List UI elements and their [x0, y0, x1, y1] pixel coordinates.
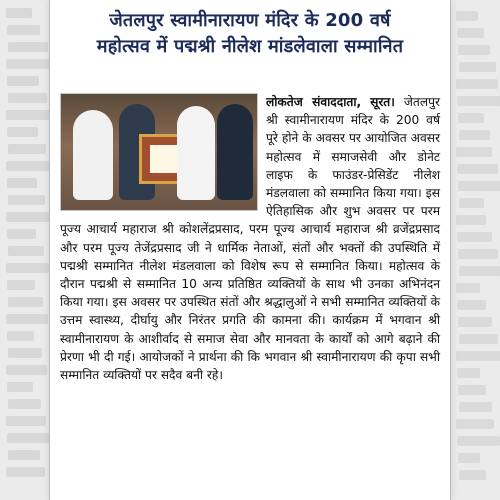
blurred-text-line — [6, 161, 51, 171]
blurred-text-line — [456, 283, 480, 293]
blurred-text-line — [457, 300, 486, 310]
blurred-text-line — [7, 280, 35, 290]
background-left-strip — [0, 0, 52, 500]
blurred-text-line — [8, 297, 43, 307]
blurred-text-line — [458, 45, 490, 55]
blurred-text-line — [458, 385, 486, 395]
blurred-text-line — [7, 382, 33, 392]
blurred-text-line — [8, 93, 47, 103]
blurred-text-line — [7, 331, 34, 341]
blurred-text-line — [6, 314, 48, 324]
headline-line-2: महोत्सव में पद्मश्री नीलेश मांडलेवाला सम्मानित — [96, 36, 404, 57]
blurred-text-line — [456, 79, 498, 89]
blurred-text-line — [459, 402, 492, 412]
headline-line-1: जेतलपुर स्वामीनारायण मंदिर के 200 वर्ष — [109, 10, 391, 31]
blurred-text-line — [458, 453, 480, 463]
blurred-text-line — [7, 229, 36, 239]
blurred-text-line — [6, 59, 52, 69]
article-content — [60, 93, 440, 490]
blurred-text-line — [7, 178, 37, 188]
blurred-text-line — [8, 246, 44, 256]
photo-spacer — [60, 93, 266, 213]
blurred-text-line — [7, 433, 52, 443]
news-clipping — [50, 0, 450, 500]
blurred-text-line — [456, 147, 492, 157]
blurred-text-line — [458, 181, 500, 191]
blurred-text-line — [458, 249, 498, 259]
blurred-text-line — [6, 416, 46, 426]
dateline: सूरत। — [370, 95, 395, 109]
blurred-text-line — [8, 42, 48, 52]
blurred-text-line — [458, 113, 484, 123]
article-text — [60, 93, 440, 490]
blurred-text-line — [458, 317, 492, 327]
blurred-text-line — [456, 11, 478, 21]
blurred-text-line — [6, 467, 45, 477]
blurred-text-line — [7, 76, 39, 86]
blurred-text-line — [456, 419, 494, 429]
blurred-text-line — [6, 110, 52, 120]
byline: लोकतेज संवाददाता, — [266, 95, 362, 109]
blurred-text-line — [6, 212, 50, 222]
blurred-text-line — [457, 164, 498, 174]
blurred-text-line — [8, 348, 42, 358]
blurred-text-line — [457, 28, 484, 38]
blurred-text-line — [7, 127, 38, 137]
blurred-text-line — [8, 399, 41, 409]
blurred-text-line — [6, 365, 47, 375]
blurred-text-line — [8, 450, 40, 460]
blurred-text-line — [459, 470, 486, 480]
blurred-text-line — [459, 198, 484, 208]
blurred-text-line — [8, 144, 46, 154]
blurred-text-line — [459, 130, 490, 140]
blurred-text-line — [8, 195, 45, 205]
blurred-text-line — [457, 96, 500, 106]
blurred-text-line — [6, 8, 32, 18]
background-right-strip — [448, 0, 500, 500]
blurred-text-line — [459, 62, 496, 72]
blurred-text-line — [6, 263, 49, 273]
blurred-text-line — [457, 232, 492, 242]
blurred-text-line — [459, 334, 498, 344]
article-body: जेतलपुर श्री स्वामीनारायण मंदिर के 200 वर्ष पूरे होने के अवसर पर आयोजित अवसर महोत्सव में समाजसेवी और डोनेट लाइफ के फाउंडर-प्रेसिडेंट नीलेश मंडलवाला को सम्मानित किया गया। इस ऐतिहासिक और शुभ अवसर पर परम पूज्य आचार्य महाराज श्री कोशलेंद्रप्रसाद, परम पूज्य आचार्य महाराज श्री व्रजेंद्रप्रसाद और परम पूज्य तेजेंद्रप्रसाद जी ने धार्मिक नेताओं, संतों और भक्तों की उपस्थिति में पद्मश्री सम्मानित नीलेश मंडलवाला को विशेष रूप से सम्मानित किया। महोत्सव के दौरान पद्मश्री से सम्मानित 10 अन्य प्रतिष्ठित व्यक्तियों के साथ भी उनका अभिनंदन किया गया। इस अवसर पर उपस्थित संतों और श्रद्धालुओं ने सभी सम्मानित व्यक्तियों के उत्तम स्वास्थ्य, दीर्घायु और निरंतर प्रगति की कामना की। कार्यक्रम में भगवान श्री स्वामीनारायण के आशीर्वाद से समाज सेवा और मानवता के कार्यों को आगे बढ़ाने की प्रेरणा भी दी गई। आयोजकों ने प्रार्थना की कि भगवान श्री स्वामीनारायण की कृपा सभी सम्मानित व्यक्तियों पर सदैव बनी रहे। — [60, 95, 441, 383]
blurred-text-line — [456, 351, 500, 361]
blurred-text-line — [459, 266, 500, 276]
blurred-text-line — [457, 436, 500, 446]
headline — [50, 0, 450, 60]
blurred-text-line — [456, 215, 486, 225]
blurred-text-line — [457, 368, 480, 378]
blurred-text-line — [7, 25, 40, 35]
